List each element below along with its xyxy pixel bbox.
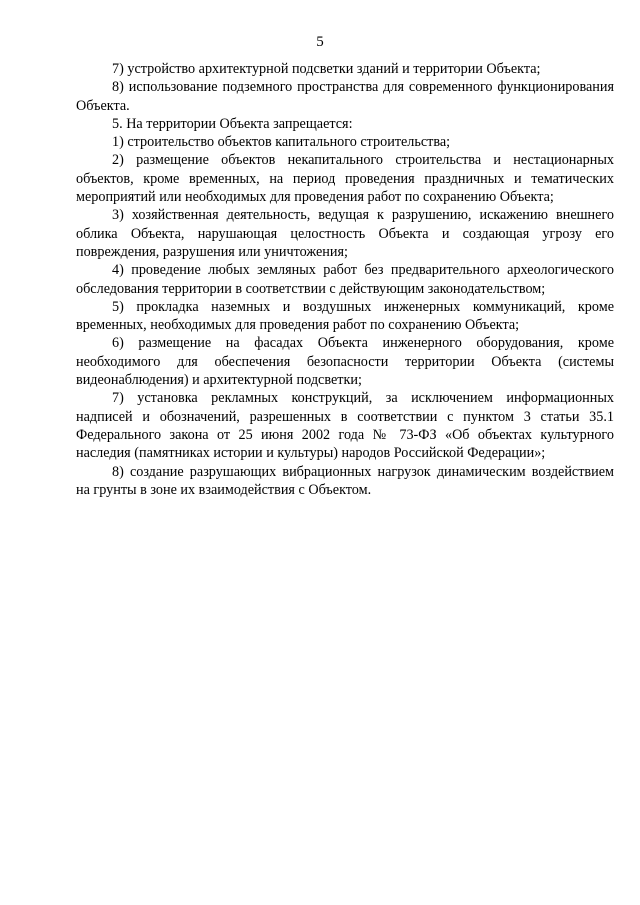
document-body [76, 60, 614, 499]
paragraph-prohibition-1: 1) строительство объектов капитального строительства; [112, 134, 451, 151]
paragraph-prohibition-8: 8) создание разрушающих вибрационных нагрузок динамическим воздействием на грунты в зоне их взаимодействия с Объектом. [76, 463, 614, 498]
paragraph-item-8-underground: 8) использование подземного пространства для современного функционирования Объекта. [76, 79, 614, 114]
paragraph-prohibition-2: 2) размещение объектов некапитального строительства и нестационарных объектов, кроме временных, на период проведения праздничных и тематических мероприятий или необходимых для проведения работ по сохранению Объекта; [76, 152, 614, 206]
paragraph-prohibition-7: 7) установка рекламных конструкций, за исключением информационных надписей и обозначений, разрешенных в соответствии с пунктом 3 статьи 35.1 Федерального закона от 25 июня 2002 года № 73-ФЗ «Об объектах культурного наследия (памятниках истории и культуры) народов Российской Федерации»; [76, 390, 614, 462]
paragraph-prohibition-3: 3) хозяйственная деятельность, ведущая к разрушению, искажению внешнего облика Объекта, нарушающая целостность Объекта и создающая угрозу его повреждения, разрушения или уничтожения; [76, 207, 614, 260]
paragraph-prohibition-5: 5) прокладка наземных и воздушных инженерных коммуникаций, кроме временных, необходимых для проведения работ по сохранению Объекта; [76, 298, 614, 334]
paragraph-item-7-lighting: 7) устройство архитектурной подсветки зданий и территории Объекта; [112, 61, 541, 77]
paragraph-prohibition-4: 4) проведение любых земляных работ без предварительного археологического обследования территории в соответствии с действующим законодательством; [76, 262, 614, 297]
paragraph-prohibition-6: 6) размещение на фасадах Объекта инженерного оборудования, кроме необходимого для обеспечения безопасности территории Объекта (системы видеонаблюдения) и архитектурной подсветки; [76, 335, 614, 389]
paragraph-section-5-heading: 5. На территории Объекта запрещается: [112, 115, 353, 132]
page-number: 5 [316, 34, 324, 50]
